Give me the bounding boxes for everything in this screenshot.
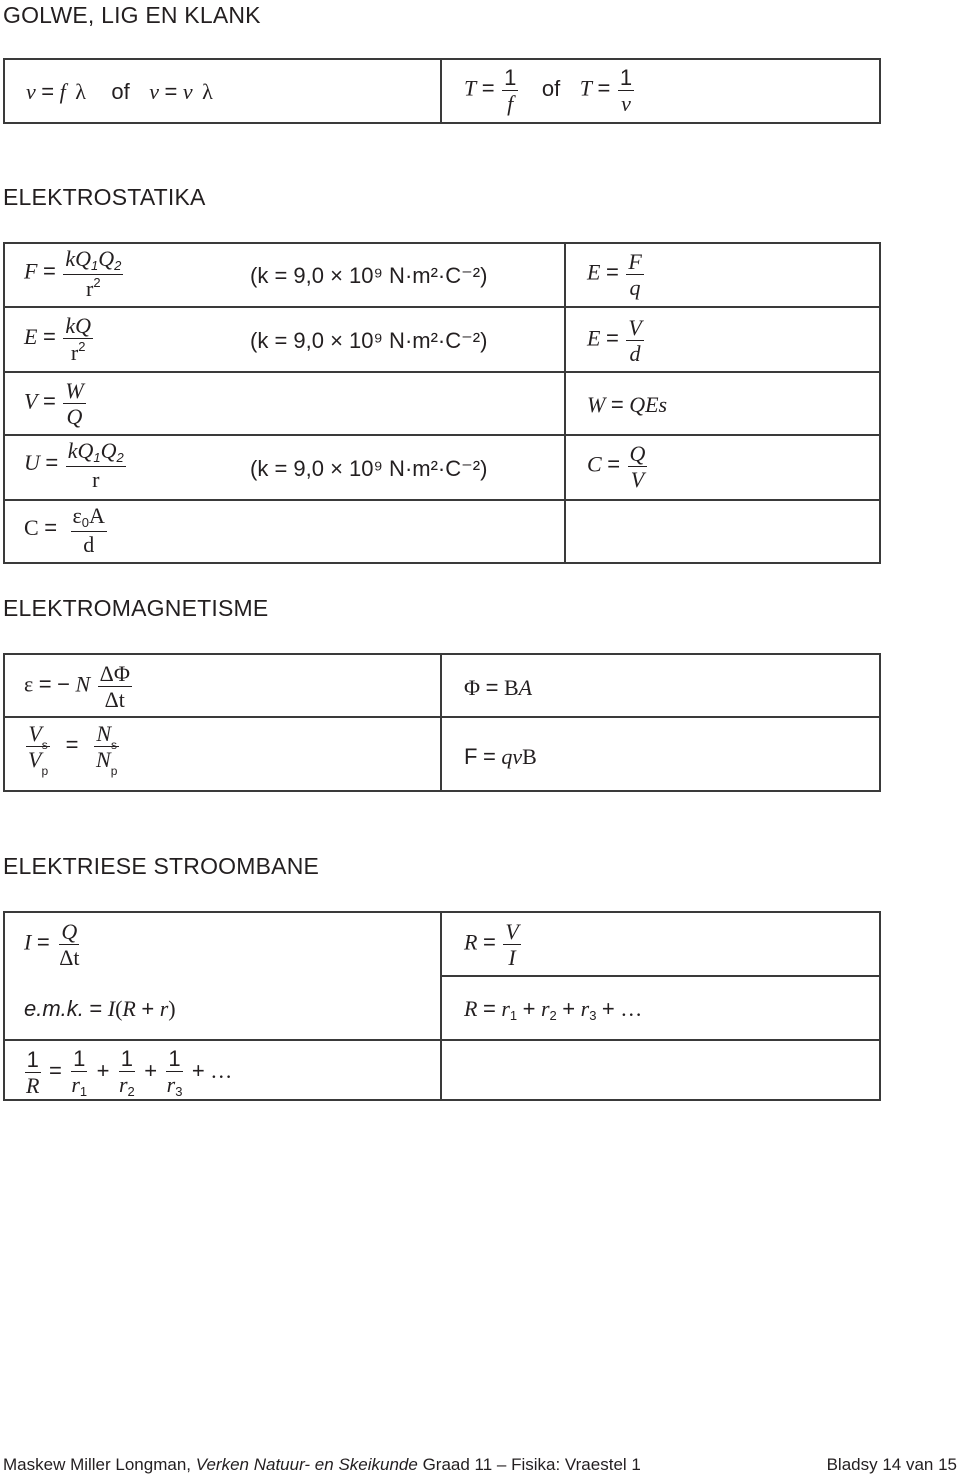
footer-page-number: Bladsy 14 van 15 <box>826 1455 957 1474</box>
field-strength-force-formula: E = $\frac{F}{q}$ <box>587 249 642 301</box>
table-divider <box>564 242 566 564</box>
section-heading-waves: GOLWE, LIG EN KLANK <box>3 2 261 28</box>
table-divider <box>440 911 442 1101</box>
coulomb-constant: (k = 9,0 × 10⁹ N·m²·C⁻²) <box>250 328 488 353</box>
coulomb-law-formula: F = $\frac{kQ_1Q_2}{r^2}$ <box>24 246 122 301</box>
parallel-plate-capacitance-formula: C = $\frac{\varepsilon_0A}{d}$ <box>24 503 105 557</box>
table-row-divider <box>3 371 881 373</box>
or-word: of <box>541 75 561 101</box>
work-formula: W = QEs <box>587 392 668 417</box>
faraday-law-formula: ε = − N $\frac{\Delta\Phi}{\Delta t}$ <box>24 661 130 713</box>
section-heading-electrostatics: ELEKTROSTATIKA <box>3 184 206 210</box>
ohm-law-formula: R = $\frac{V}{I}$ <box>464 919 519 971</box>
transformer-ratio-formula: $\frac{V_s}{V_p}$ = $\frac{N_s}{N_p}$ <box>28 721 118 779</box>
footer-grade: Graad 11 – Fisika: Vraestel 1 <box>422 1455 641 1474</box>
magnetic-flux-formula: Φ = BA <box>464 675 533 700</box>
electrostatics-formula-table <box>3 242 881 564</box>
table-row-divider <box>3 306 881 308</box>
table-row-divider <box>3 434 881 436</box>
table-divider <box>440 653 442 792</box>
potential-energy-formula: U = $\frac{kQ_1Q_2}{r}$ <box>24 438 124 492</box>
uniform-field-formula: E = $\frac{V}{d}$ <box>587 315 642 367</box>
parallel-resistance-formula: $\frac{1}{R}$ = $\frac{1}{r_1}$ + $\frac{1}{r_2}$ + $\frac{1}{r_3}$ + … <box>26 1046 233 1100</box>
potential-difference-formula: V = $\frac{W}{Q}$ <box>24 378 84 430</box>
magnetic-force-formula: F = qvB <box>464 744 537 769</box>
period-equation: T = $\frac{1}{f}$ of T = $\frac{1}{v}$ <box>464 65 633 117</box>
footer-publisher: Maskew Miller Longman, <box>3 1455 192 1474</box>
electromagnetism-formula-table <box>3 653 881 792</box>
or-word: of <box>111 79 130 104</box>
section-heading-electromagnetism: ELEKTROMAGNETISME <box>3 595 269 621</box>
section-heading-circuits: ELEKTRIESE STROOMBANE <box>3 853 320 879</box>
current-formula: I = $\frac{Q}{\Delta t}$ <box>24 919 80 971</box>
table-row-divider <box>3 499 881 501</box>
table-row-divider <box>3 1039 881 1041</box>
table-divider <box>440 58 442 124</box>
table-row-divider <box>3 716 881 718</box>
coulomb-constant: (k = 9,0 × 10⁹ N·m²·C⁻²) <box>250 456 488 481</box>
coulomb-constant: (k = 9,0 × 10⁹ N·m²·C⁻²) <box>250 263 488 288</box>
series-resistance-formula: $R = r_1 + r_2 + r_3$ + … <box>464 996 643 1023</box>
emf-formula: e.m.k. = I(R + r) <box>24 996 176 1021</box>
wave-equation: v = f λ of v = v λ <box>26 79 213 104</box>
capacitance-formula: C = $\frac{Q}{V}$ <box>587 441 646 493</box>
footer-book-title: Verken Natuur- en Skeikunde <box>195 1455 418 1474</box>
footer-credit <box>3 1455 641 1475</box>
table-row-divider <box>441 975 881 977</box>
point-charge-field-formula: E = $\frac{kQ}{r^2}$ <box>24 313 91 366</box>
